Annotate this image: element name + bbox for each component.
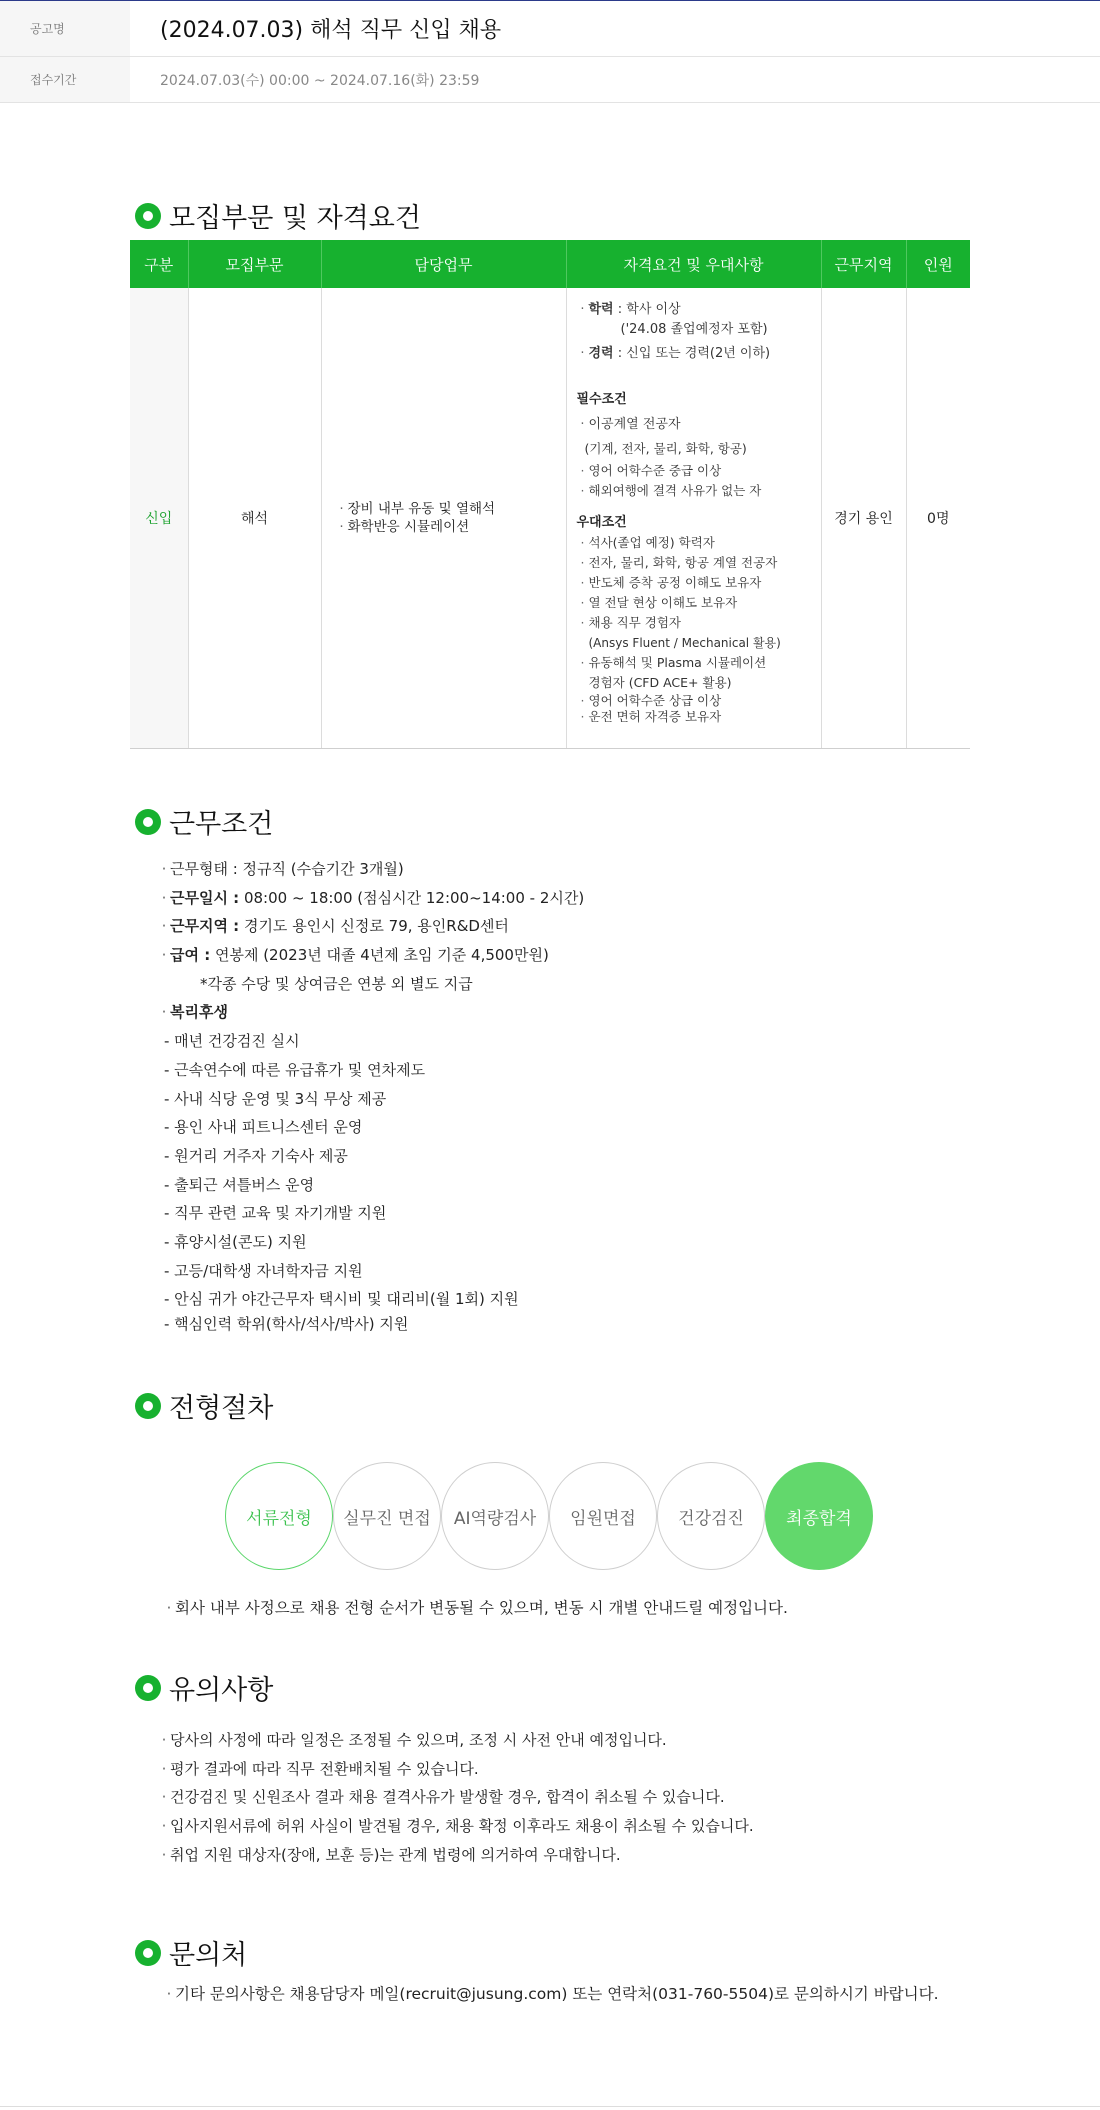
preferred-item: (Ansys Fluent / Mechanical 활용) bbox=[588, 636, 781, 650]
welfare-item: - 휴양시설(콘도) 지원 bbox=[164, 1232, 307, 1251]
condition-item: · 근무일시 : 08:00 ~ 18:00 (점심시간 12:00~14:00 - 2시간) bbox=[161, 888, 585, 907]
welfare-item: - 매년 건강검진 실시 bbox=[164, 1032, 300, 1051]
section-title: 전형절차 bbox=[169, 1393, 274, 1424]
welfare-item: - 출퇴근 셔틀버스 운영 bbox=[164, 1175, 315, 1194]
circle-bullet-icon bbox=[135, 1675, 161, 1701]
section-heading-contact bbox=[135, 1933, 247, 1972]
table-header-row bbox=[130, 240, 970, 288]
welfare-item: - 근속연수에 따른 유급휴가 및 연차제도 bbox=[164, 1060, 426, 1079]
application-period-label: 접수기간 bbox=[0, 57, 130, 102]
preferred-title: 우대조건 bbox=[576, 515, 627, 530]
process-step-final: 최종합격 bbox=[765, 1462, 873, 1570]
welfare-item: - 직무 관련 교육 및 자기개발 지원 bbox=[164, 1204, 387, 1223]
cell-division: 해석 bbox=[188, 288, 321, 748]
application-period: 2024.07.03(수) 00:00 ~ 2024.07.16(화) 23:59 bbox=[160, 72, 480, 89]
welfare-item: - 용인 사내 피트니스센터 운영 bbox=[164, 1118, 363, 1137]
table-row bbox=[130, 288, 970, 748]
cell-category: 신입 bbox=[130, 288, 188, 748]
process-step: 실무진 면접 bbox=[333, 1462, 441, 1570]
circle-bullet-icon bbox=[135, 1393, 161, 1419]
required-title: 필수조건 bbox=[576, 392, 627, 407]
notice-item: · 평가 결과에 따라 직무 전환배치될 수 있습니다. bbox=[161, 1759, 479, 1778]
preferred-item: · 영어 어학수준 상급 이상 bbox=[580, 693, 722, 708]
welfare-item: - 핵심인력 학위(학사/석사/박사) 지원 bbox=[164, 1315, 409, 1333]
preferred-item: · 채용 직무 경험자 bbox=[580, 615, 681, 630]
preferred-item: · 반도체 증착 공정 이해도 보유자 bbox=[580, 575, 762, 590]
process-step: 임원면접 bbox=[549, 1462, 657, 1570]
section-title: 유의사항 bbox=[169, 1675, 274, 1706]
posting-title-row bbox=[0, 1, 1100, 57]
process-step: 건강검진 bbox=[657, 1462, 765, 1570]
cell-duties bbox=[321, 288, 566, 748]
preferred-item: · 열 전달 현상 이해도 보유자 bbox=[580, 595, 738, 610]
section-title: 모집부문 및 자격요건 bbox=[169, 203, 421, 234]
header-category: 구분 bbox=[130, 240, 188, 288]
posting-title-label: 공고명 bbox=[0, 1, 130, 56]
contact-info: · 기타 문의사항은 채용담당자 메일(recruit@jusung.com) 또는 연락처(031-760-5504)로 문의하시기 바랍니다. bbox=[166, 1985, 939, 2003]
conditions-list bbox=[158, 855, 584, 1334]
condition-item: · 근무지역 : 경기도 용인시 신정로 79, 용인R&D센터 bbox=[161, 917, 509, 936]
preferred-item: · 전자, 물리, 화학, 항공 계열 전공자 bbox=[580, 555, 778, 570]
duty-item: · 장비 내부 유동 및 열해석 bbox=[339, 500, 496, 517]
required-item: · 해외여행에 결격 사유가 없는 자 bbox=[580, 483, 762, 498]
section-heading-process bbox=[135, 1386, 273, 1425]
section-title: 근무조건 bbox=[169, 809, 274, 840]
circle-bullet-icon bbox=[135, 809, 161, 835]
preferred-item: · 유동해석 및 Plasma 시뮬레이션 bbox=[580, 655, 767, 670]
section-heading-conditions bbox=[135, 802, 273, 841]
notice-item: · 입사지원서류에 허위 사실이 발견될 경우, 채용 확정 이후라도 채용이 취소될 수 있습니다. bbox=[161, 1817, 754, 1836]
posting-title: (2024.07.03) 해석 직무 신입 채용 bbox=[160, 18, 502, 43]
process-steps bbox=[225, 1462, 873, 1570]
welfare-item: - 사내 식당 운영 및 3식 무상 제공 bbox=[164, 1089, 387, 1108]
cell-region: 경기 용인 bbox=[821, 288, 906, 748]
preferred-item: · 석사(졸업 예정) 학력자 bbox=[580, 535, 715, 550]
cell-headcount: 0명 bbox=[906, 288, 970, 748]
notice-item: · 건강검진 및 신원조사 결과 채용 결격사유가 발생할 경우, 합격이 취소될 수 있습니다. bbox=[161, 1788, 725, 1807]
application-period-row bbox=[0, 57, 1100, 103]
condition-item: · 근무형태 : 정규직 (수습기간 3개월) bbox=[161, 860, 404, 878]
header-duties: 담당업무 bbox=[321, 240, 566, 288]
process-step: 서류전형 bbox=[225, 1462, 333, 1570]
recruit-table bbox=[130, 240, 970, 749]
process-step: AI역량검사 bbox=[441, 1462, 549, 1570]
preferred-item: 경험자 (CFD ACE+ 활용) bbox=[588, 675, 732, 690]
condition-item: · 급여 : 연봉제 (2023년 대졸 4년제 초임 기준 4,500만원) bbox=[161, 946, 549, 965]
section-heading-notice bbox=[135, 1668, 273, 1707]
required-item: · 영어 어학수준 중급 이상 bbox=[580, 463, 722, 478]
header-qualifications: 자격요건 및 우대사항 bbox=[566, 240, 821, 288]
footer-divider bbox=[0, 2106, 1100, 2107]
section-title: 문의처 bbox=[169, 1940, 248, 1971]
welfare-item: - 안심 귀가 야간근무자 택시비 및 대리비(월 1회) 지원 bbox=[164, 1290, 519, 1309]
required-item: · 이공계열 전공자 bbox=[580, 417, 681, 432]
notice-list bbox=[158, 1726, 754, 1869]
header-division: 모집부문 bbox=[188, 240, 321, 288]
welfare-item: - 고등/대학생 자녀학자금 지원 bbox=[164, 1261, 363, 1280]
process-note: · 회사 내부 사정으로 채용 전형 순서가 변동될 수 있으며, 변동 시 개별 안내드릴 예정입니다. bbox=[166, 1599, 788, 1617]
salary-note: *각종 수당 및 상여금은 연봉 외 별도 지급 bbox=[200, 974, 473, 993]
welfare-title: · 복리후생 bbox=[161, 1003, 228, 1022]
circle-bullet-icon bbox=[135, 1940, 161, 1966]
section-heading-recruit bbox=[135, 196, 421, 235]
header-region: 근무지역 bbox=[821, 240, 906, 288]
circle-bullet-icon bbox=[135, 203, 161, 229]
notice-item: · 당사의 사정에 따라 일정은 조정될 수 있으며, 조정 시 사전 안내 예정입니다. bbox=[161, 1731, 667, 1749]
cell-qualifications bbox=[566, 288, 821, 748]
notice-item: · 취업 지원 대상자(장애, 보훈 등)는 관계 법령에 의거하여 우대합니다. bbox=[161, 1845, 621, 1864]
header-headcount: 인원 bbox=[906, 240, 970, 288]
qual-education-note: ('24.08 졸업예정자 포함) bbox=[620, 322, 768, 337]
preferred-item: · 운전 면허 자격증 보유자 bbox=[580, 709, 722, 724]
welfare-item: - 원거리 거주자 기숙사 제공 bbox=[164, 1146, 348, 1165]
qual-experience: · 경력 : 신입 또는 경력(2년 이하) bbox=[580, 346, 771, 361]
qual-education: · 학력 : 학사 이상 bbox=[580, 302, 681, 317]
required-item: (기계, 전자, 물리, 화학, 항공) bbox=[584, 441, 747, 456]
duty-item: · 화학반응 시뮬레이션 bbox=[339, 518, 470, 535]
